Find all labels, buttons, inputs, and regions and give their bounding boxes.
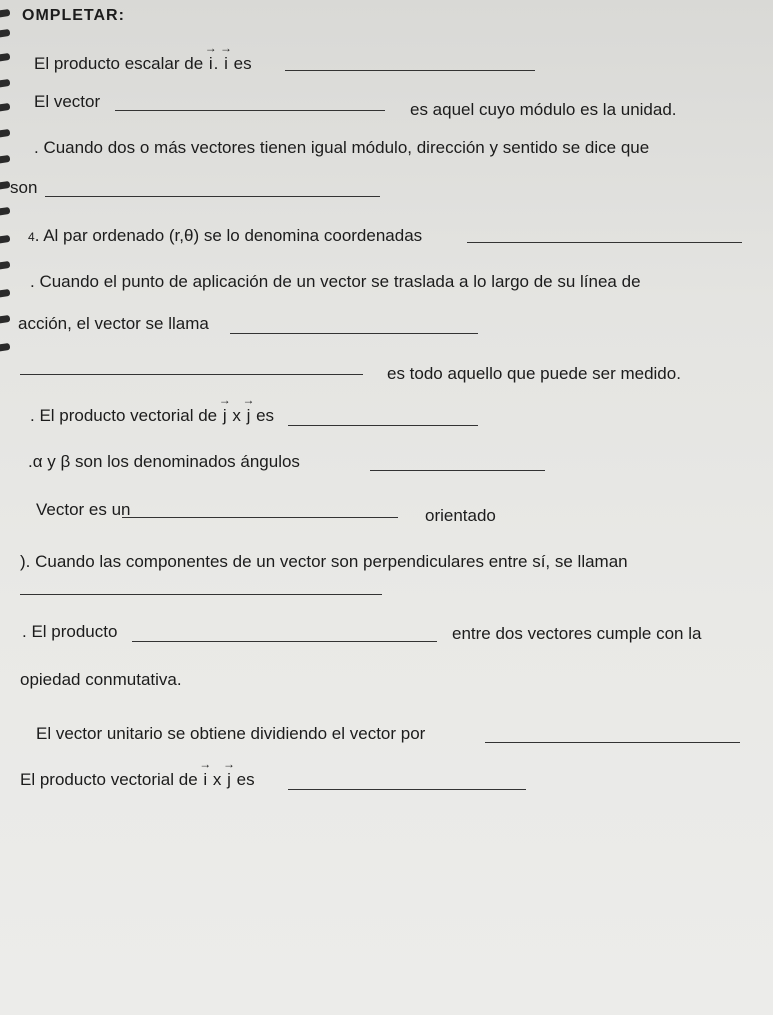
answer-blank-8[interactable]: [370, 470, 545, 471]
answer-blank-13[interactable]: [288, 789, 526, 790]
question-9-label: Vector es un: [36, 500, 131, 519]
vector-i: → i: [202, 770, 208, 790]
question-3: . Cuando dos o más vectores tienen igual módulo, dirección y sentido se dice que: [34, 138, 650, 157]
question-8: .α y β son los denominados ángulos: [28, 452, 300, 471]
vector-j: → j: [226, 770, 232, 790]
question-5-cont: acción, el vector se llama: [18, 314, 209, 333]
question-11-label: . El producto: [22, 622, 118, 641]
binding-hole: [0, 155, 10, 164]
answer-blank-1[interactable]: [285, 70, 535, 71]
answer-blank-9[interactable]: [122, 517, 398, 518]
question-11-text: entre dos vectores cumple con la: [452, 624, 702, 643]
answer-blank-6[interactable]: [20, 374, 363, 375]
question-number: 4: [28, 230, 35, 244]
vector-i: → i: [208, 54, 214, 74]
question-9-text: orientado: [425, 506, 496, 525]
binding-hole: [0, 261, 10, 270]
question-2-text: es aquel cuyo módulo es la unidad.: [410, 100, 677, 119]
binding-hole: [0, 103, 10, 112]
binding-hole: [0, 181, 10, 190]
q1-text: El producto escalar de: [34, 54, 208, 73]
binding-hole: [0, 207, 10, 216]
answer-blank-12[interactable]: [485, 742, 740, 743]
question-7: . El producto vectorial de → j x → j es: [30, 406, 274, 426]
question-13: El producto vectorial de → i x → j es: [20, 770, 255, 790]
binding-hole: [0, 315, 10, 324]
answer-blank-10[interactable]: [20, 594, 382, 595]
worksheet-title: OMPLETAR:: [22, 7, 125, 24]
vector-i: → i: [223, 54, 229, 74]
question-2-label: El vector: [34, 92, 101, 111]
vector-j: → j: [246, 406, 252, 426]
question-4: [28, 226, 422, 247]
binding-hole: [0, 79, 10, 88]
question-6-text: es todo aquello que puede ser medido.: [387, 364, 681, 383]
answer-blank-7[interactable]: [288, 425, 478, 426]
binding-hole: [0, 343, 10, 352]
binding-hole: [0, 53, 10, 62]
binding-hole: [0, 129, 10, 138]
binding-hole: [0, 29, 10, 38]
vector-j: → j: [222, 406, 228, 426]
question-3-cont: son: [10, 178, 38, 197]
question-10: ). Cuando las componentes de un vector son perpendiculares entre sí, se llaman: [20, 552, 628, 571]
question-11-cont: opiedad conmutativa.: [20, 670, 182, 689]
question-1: El producto escalar de → i. → i es: [34, 54, 252, 74]
question-5: . Cuando el punto de aplicación de un vector se traslada a lo largo de su línea de: [30, 272, 641, 291]
binding-hole: [0, 9, 10, 18]
answer-blank-11[interactable]: [132, 641, 437, 642]
answer-blank-3[interactable]: [45, 196, 380, 197]
answer-blank-4[interactable]: [467, 242, 742, 243]
binding-hole: [0, 235, 10, 244]
binding-hole: [0, 289, 10, 298]
question-12: El vector unitario se obtiene dividiendo el vector por: [36, 724, 426, 743]
answer-blank-2[interactable]: [115, 110, 385, 111]
q4-text: . Al par ordenado (r,θ) se lo denomina coordenadas: [34, 226, 423, 245]
answer-blank-5[interactable]: [230, 333, 478, 334]
